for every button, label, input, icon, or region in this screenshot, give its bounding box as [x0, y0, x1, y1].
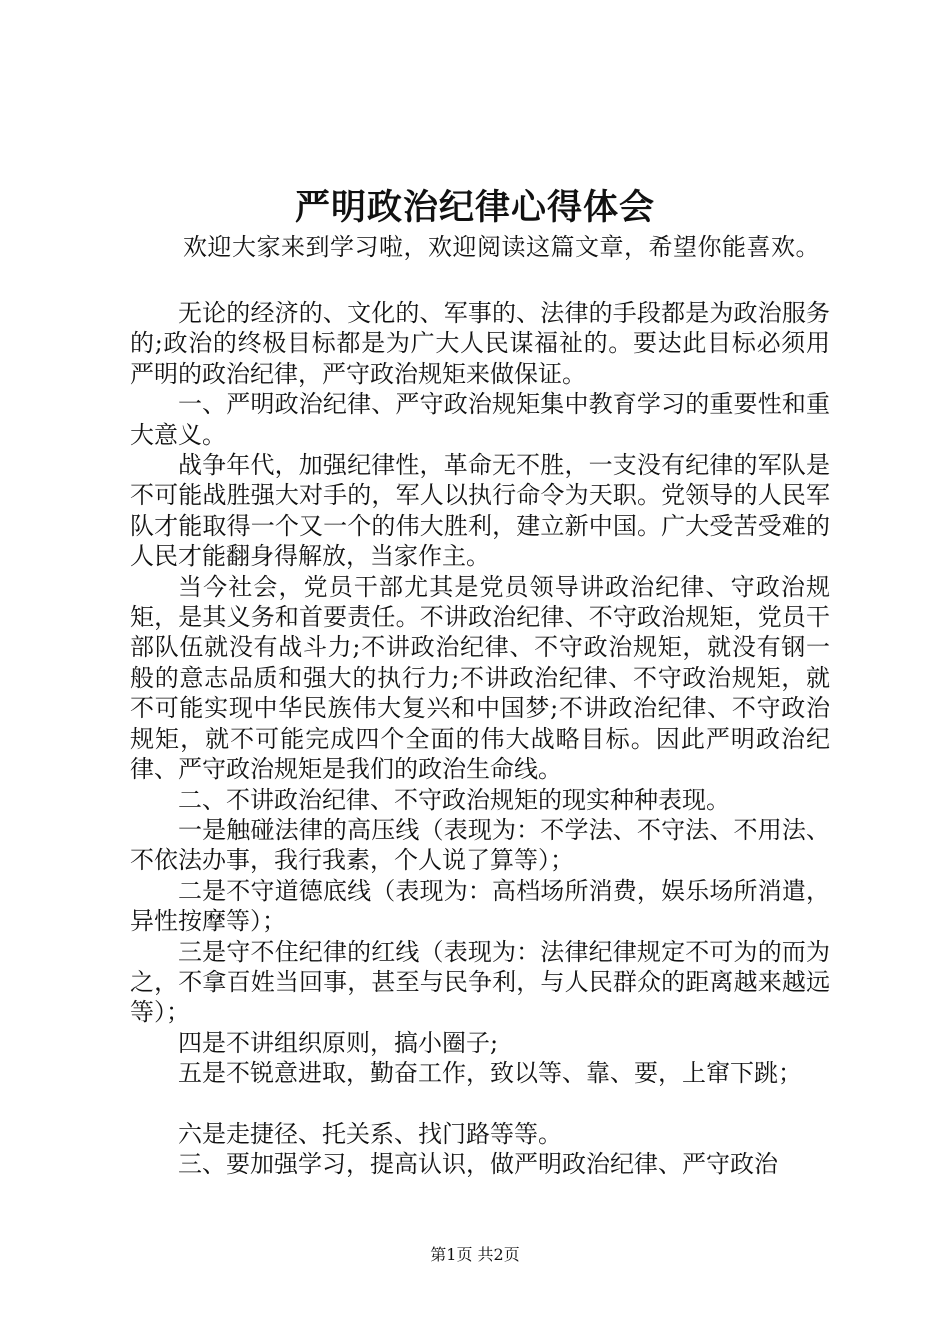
- section-heading: 三、要加强学习，提高认识，做严明政治纪律、严守政治: [178, 1149, 778, 1178]
- list-item: 一是触碰法律的高压线（表现为：不学法、不守法、不用法、不依法办事，我行我素，个人说了算等）；: [130, 815, 830, 875]
- paragraph: 无论的经济的、文化的、军事的、法律的手段都是为政治服务的;政治的终极目标都是为广大人民谋福祉的。要达此目标必须用严明的政治纪律，严守政治规矩来做保证。: [130, 299, 830, 388]
- intro-text: 欢迎大家来到学习啦，欢迎阅读这篇文章，希望你能喜欢。: [183, 233, 820, 261]
- list-item: 四是不讲组织原则，搞小圈子;: [178, 1028, 499, 1057]
- list-item: 五是不锐意进取，勤奋工作，致以等、靠、要，上窜下跳；: [178, 1059, 802, 1088]
- list-item: 六是走捷径、托关系、找门路等等。: [178, 1119, 562, 1148]
- paragraph: 当今社会，党员干部尤其是党员领导讲政治纪律、守政治规矩，是其义务和首要责任。不讲政治纪律、不守政治规矩，党员干部队伍就没有战斗力;不讲政治纪律、不守政治规矩，就没有钢一般的意志品质和强大的执行力;不讲政治纪律、不守政治规矩，就不可能实现中华民族伟大复兴和中国梦;不讲政治纪律、不守政治规矩，就不可能完成四个全面的伟大战略目标。因此严明政治纪律、严守政治规矩是我们的政治生命线。: [130, 572, 830, 784]
- section-heading: 二、不讲政治纪律、不守政治规矩的现实种种表现。: [178, 785, 730, 814]
- page-footer: 第1页 共2页: [430, 1245, 520, 1264]
- paragraph: 战争年代，加强纪律性，革命无不胜，一支没有纪律的军队是不可能战胜强大对手的，军人以执行命令为天职。党领导的人民军队才能取得一个又一个的伟大胜利，建立新中国。广大受苦受难的人民才能翻身得解放，当家作主。: [130, 451, 830, 571]
- section-heading: 一、严明政治纪律、严守政治规矩集中教育学习的重要性和重大意义。: [130, 390, 830, 449]
- document-title: 严明政治纪律心得体会: [294, 187, 655, 228]
- document-body: [130, 298, 830, 1179]
- list-item: 三是守不住纪律的红线（表现为：法律纪律规定不可为的而为之，不拿百姓当回事，甚至与民争利，与人民群众的距离越来越远等）；: [130, 937, 830, 1027]
- list-item: 二是不守道德底线（表现为：高档场所消费，娱乐场所消遣，异性按摩等）；: [130, 876, 830, 936]
